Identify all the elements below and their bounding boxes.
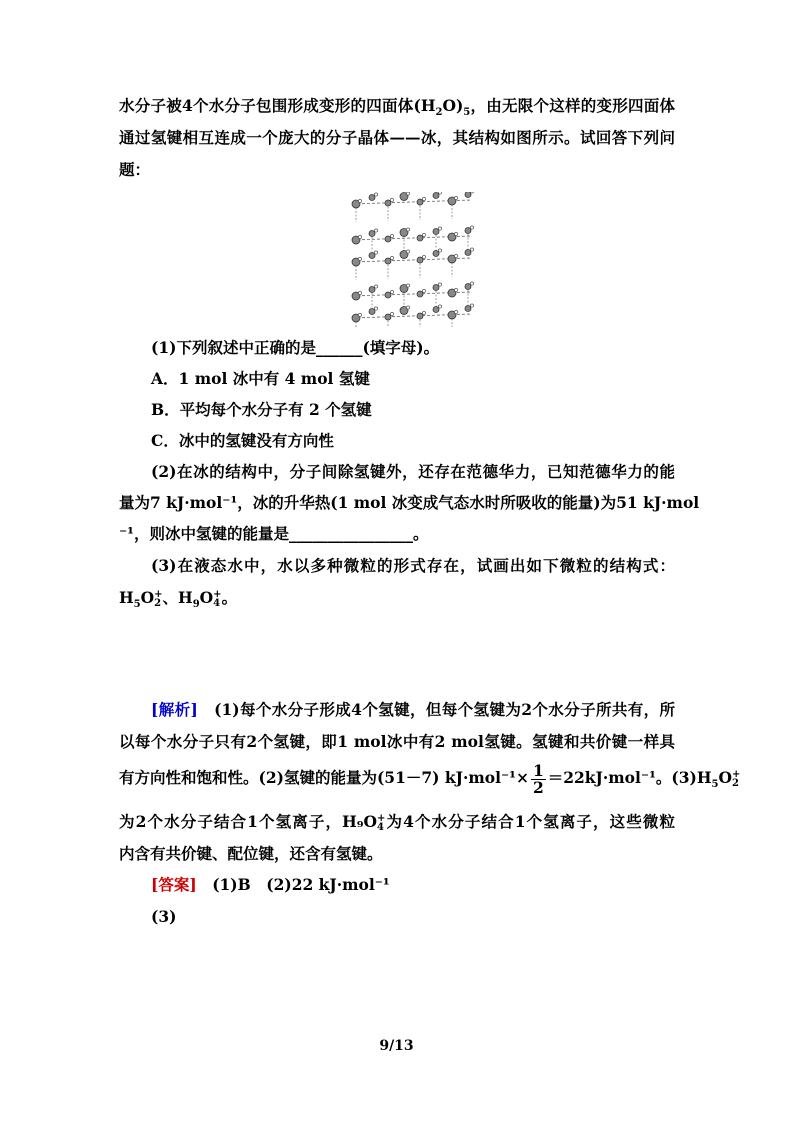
intro-line-1: 水分子被4个水分子包围形成变形的四面体$(H_2O)_5$，由无限个这样的变形四面体 [119,96,675,119]
hydrogen-atom [454,310,457,313]
oxygen-atom [433,251,439,257]
oxygen-atom [417,291,423,297]
oxygen-atom [385,314,391,320]
ice-structure-figure [348,192,476,327]
oxygen-atom [385,292,391,298]
hydrogen-atom [374,307,377,310]
analysis-line-4: 为2个水分子结合1个氢离子，H₉O + 4 为4个水分子结合1个氢离子，这些微粒 [119,812,675,833]
oxygen-atom [433,193,439,199]
hydrogen-atom [438,227,441,230]
oxygen-atom [369,231,375,237]
analysis-tag: [解析] [151,700,198,719]
hydrogen-atom [454,232,457,235]
hydrogen-atom [470,282,473,285]
hydrogen-atom [422,255,425,258]
hydrogen-atom [406,192,409,195]
option-c: C．冰中的氢键没有方向性 [151,431,334,450]
answer-part-3: (3) [151,907,177,926]
answer-tag: [答案] [151,875,197,894]
hydrogen-atom [406,284,409,287]
hydrogen-atom [390,256,393,259]
oxygen-atom [465,250,471,256]
analysis-line-1: [解析] (1)每个水分子形成4个氢键，但每个氢键为2个水分子所共有，所 [151,700,675,719]
hydrogen-atom [390,290,393,293]
oxygen-atom [385,236,391,242]
hydrogen-atom [422,311,425,314]
oxygen-atom [417,313,423,319]
hydrogen-atom [358,257,361,260]
hydrogen-atom [390,198,393,201]
hydrogen-atom [422,289,425,292]
hydrogen-atom [454,196,457,199]
hydrogen-atom [438,305,441,308]
hydrogen-atom [422,233,425,236]
question-2-line-3: ⁻¹，则冰中氢键的能量是________________。 [119,524,429,543]
hydrogen-atom [406,306,409,309]
hydrogen-atom [470,248,473,251]
intro-line-3: 题： [119,160,151,179]
hydrogen-atom [454,288,457,291]
oxygen-atom [369,195,375,201]
fraction-one-half: $\frac{1}{2}$ [532,760,544,797]
hydrogen-atom [438,283,441,286]
oxygen-atom [465,192,471,198]
hydrogen-atom [422,197,425,200]
question-2-line-1: (2)在冰的结构中，分子间除氢键外，还存在范德华力，已知范德华力的能 [151,462,675,481]
analysis-line-2: 以每个水分子只有2个氢键，即1 mol冰中有2 mol氢键。氢键和共价键一样具 [119,732,675,751]
analysis-line-3: 有方向性和饱和性。(2)氢键的能量为(51－7) kJ·mol⁻¹× $\frac{1}{2}$ ＝22kJ·mol⁻¹。$(3)H_5O$ + 2 [119,760,741,797]
hydrogen-atom [374,229,377,232]
hydrogen-atom [438,192,441,194]
hydrogen-atom [470,226,473,229]
oxygen-atom [385,258,391,264]
oxygen-atom [369,309,375,315]
hydrogen-atom [390,312,393,315]
hydrogen-atom [438,249,441,252]
oxygen-atom [465,228,471,234]
oxygen-atom [433,285,439,291]
option-b: B．平均每个水分子有 2 个氢键 [151,400,372,419]
hydrogen-atom [406,250,409,253]
analysis-line-5: 内含有共价键、配位键，还含有氢键。 [119,844,383,863]
oxygen-atom [417,199,423,205]
oxygen-atom [465,284,471,290]
oxygen-atom [433,229,439,235]
hydrogen-atom [390,234,393,237]
hydrogen-atom [374,251,377,254]
hydrogen-atom [374,285,377,288]
oxygen-atom [465,306,471,312]
oxygen-atom [433,307,439,313]
question-3-formulas: $H_5O$ + 2 、$H_9O$ + 4 。 [119,588,238,611]
hydrogen-atom [358,199,361,202]
oxygen-atom [369,287,375,293]
hydrogen-atom [406,228,409,231]
hydrogen-atom [358,313,361,316]
oxygen-atom [385,200,391,206]
question-1-stem: (1)下列叙述中正确的是______(填字母)。 [151,338,440,357]
hydrogen-atom [358,235,361,238]
question-3-line-1: (3)在液态水中，水以多种微粒的形式存在，试画出如下微粒的结构式： [151,556,675,575]
answer-line: [答案] (1)B (2)22 kJ·mol⁻¹ [151,875,390,894]
oxygen-atom [417,235,423,241]
intro-line-2: 通过氢键相互连成一个庞大的分子晶体——冰，其结构如图所示。试回答下列问 [119,128,675,147]
option-a: A．1 mol 冰中有 4 mol 氢键 [151,369,370,388]
page-number: 9/13 [379,1038,414,1054]
hydrogen-atom [470,192,473,193]
question-2-line-2: 量为7 kJ·mol⁻¹，冰的升华热(1 mol 冰变成气态水时所吸收的能量)为51 kJ·mol [119,493,700,512]
hydrogen-atom [470,304,473,307]
hydrogen-atom [358,291,361,294]
hydrogen-atom [454,254,457,257]
hydrogen-atom [374,193,377,196]
oxygen-atom [417,257,423,263]
oxygen-atom [369,253,375,259]
